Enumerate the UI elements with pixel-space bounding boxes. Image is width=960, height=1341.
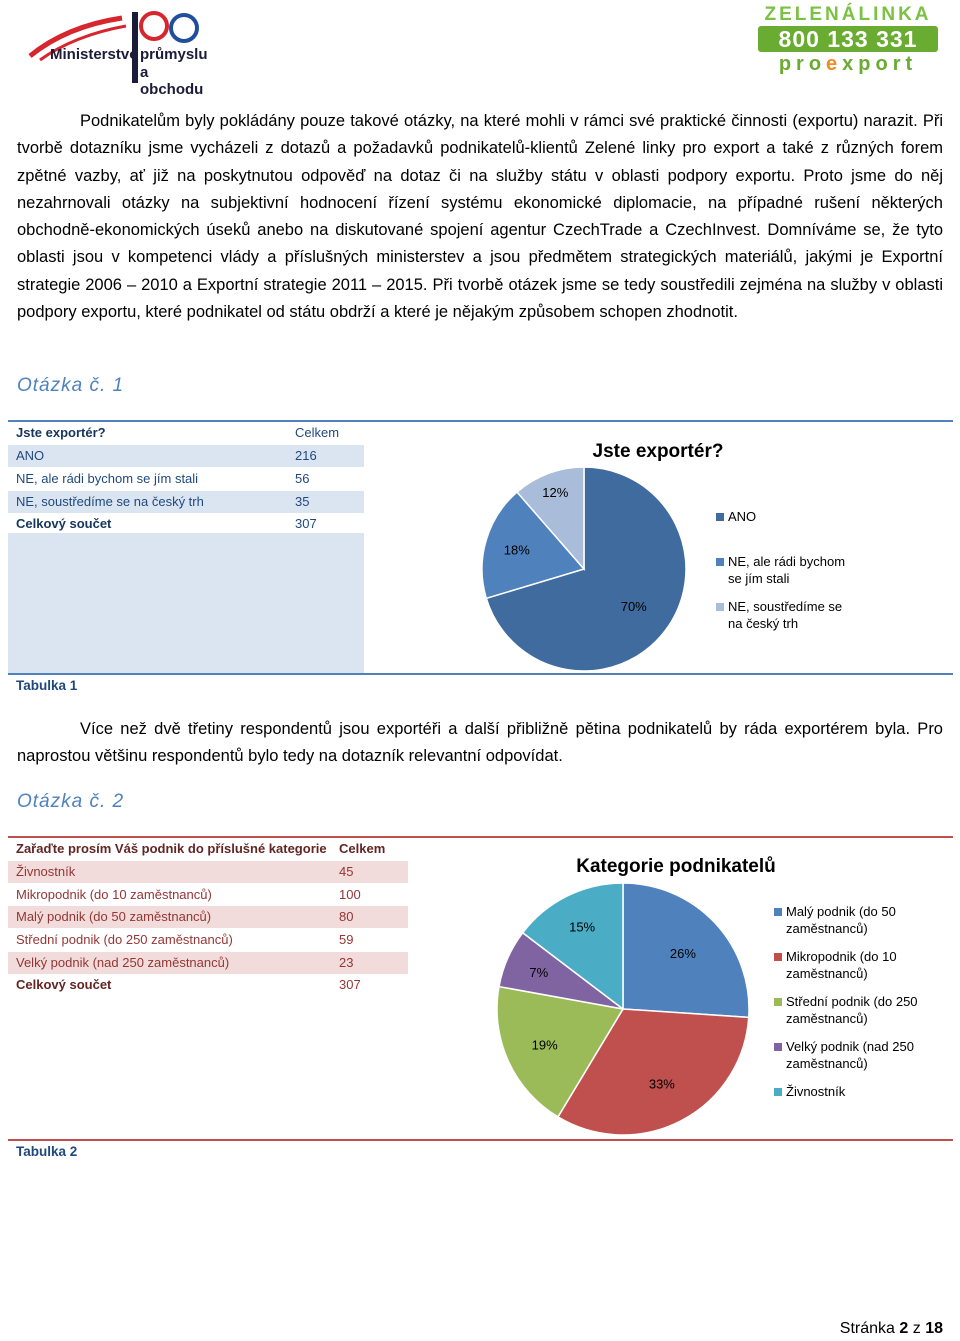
table-row [8,491,364,513]
legend-swatch [716,603,724,611]
legend-label: Mikropodnik (do 10 [786,949,897,964]
legend-label: zaměstnanců) [786,966,868,981]
q1-caption: Tabulka 1 [16,678,78,693]
row-value: 59 [339,932,354,947]
row-value: 100 [339,887,361,902]
data-label: 70% [620,599,647,615]
footer-total: 18 [925,1320,943,1337]
data-label: 18% [503,542,530,558]
zl-pro: pro [778,53,827,75]
q1-table-fill [8,533,364,673]
mpo-line1: Ministerstvo [50,46,139,63]
chart-kategorie-podnikatelu [470,845,950,1137]
row-label: Velký podnik (nad 250 zaměstnanců) [16,955,230,970]
legend-label: NE, ale rádi bychom [728,554,846,569]
zl-number: 800 133 331 [758,26,938,52]
row-value: 56 [295,471,310,486]
row-value: 45 [339,864,354,879]
table-row [8,929,408,951]
row-label: Malý podnik (do 50 zaměstnanců) [16,909,212,924]
q1-header-label: Jste exportér? [16,425,106,440]
q1-conclusion [17,716,943,771]
zelena-linka-logo [758,4,938,76]
table-row [8,884,408,906]
legend-label: na český trh [728,616,799,631]
legend-label: Malý podnik (do 50 [786,904,896,919]
legend-label: zaměstnanců) [786,1011,868,1026]
chart-jste-exporter [470,430,950,673]
q1-conclusion-text: Více než dvě třetiny respondentů jsou exportéři a další přibližně pětina podnikatelů by ráda exportérem byla. Pro naprostou většinu respondentů bylo tedy na dotazník relevantní odpovídat. [17,720,943,766]
footer-page: 2 [899,1320,909,1337]
row-value: 216 [295,448,317,463]
total-value: 307 [339,977,361,992]
q2-header-label: Zařaďte prosím Váš podnik do příslušné kategorie [16,841,327,856]
table-row [8,952,408,974]
q1-table [8,422,364,534]
legend-swatch [716,558,724,566]
page-footer [840,1320,943,1338]
footer-sep: z [912,1320,921,1337]
legend-label: Velký podnik (nad 250 [786,1039,914,1054]
table-row [8,445,364,467]
legend-label: Střední podnik (do 250 [786,994,918,1009]
legend-swatch [774,1088,782,1096]
legend-label: se jím stali [728,571,790,586]
row-value: 35 [295,494,310,509]
q2-header-value: Celkem [339,841,386,856]
legend-swatch [774,908,782,916]
footer-prefix: Stránka [839,1320,895,1337]
q1-bottom-rule [8,673,953,675]
chart-title: Kategorie podnikatelů [576,856,776,877]
q2-table [8,838,408,998]
q2-table-header [8,838,408,860]
table-row [8,861,408,883]
legend-swatch [716,513,724,521]
mpo-line2: průmyslu [140,46,208,63]
row-label: Mikropodnik (do 10 zaměstnanců) [16,887,212,902]
zl-xport: xport [842,53,918,75]
chart-title: Jste exportér? [592,441,724,462]
row-label: NE, soustředíme se na český trh [16,494,204,509]
table-row [8,468,364,490]
mpo-logo [22,8,212,98]
row-value: 80 [339,909,354,924]
data-label: 19% [531,1037,558,1053]
intro-paragraph [17,108,943,326]
zl-proexport [758,52,938,76]
row-label: NE, ale rádi bychom se jím stali [16,471,199,486]
legend-label: Živnostník [786,1084,846,1099]
intro-text: Podnikatelům byly pokládány pouze takové otázky, na které mohli v rámci své praktické činnosti (exportu) narazit. Při tvorbě dotazníku jsme vycházeli z dotazů a požadavků podnikatelů-klientů Zelené linky pro export a také z různých forem zpětné vazby, ať již na poskytnutou odpověď na dotaz či na služby státu v oblasti podpory exportu. Proto jsme do něj nezahrnovali otázky na subjektivní hodnocení řízení systému ekonomické diplomacie, na případné rušení některých obchodně-ekonomických úseků anebo na diskutované spojení agentur CzechTrade a CzechInvest. Domníváme se, že tyto oblasti jsou v kompetenci vlády a příslušných ministerstev a jsou předmětem strategických materiálů, jakými je Exportní strategie 2006 – 2010 a Exportní strategie 2011 – 2015. Při tvorbě otázek jsme se tedy soustředili zejména na služby v oblasti podpory exportu, které podnikatel od státu obdrží a které je nějakým způsobem schopen zhodnotit. [17,112,943,322]
legend-swatch [774,998,782,1006]
mpo-line3: a obchodu [140,64,204,98]
data-label: 12% [542,485,569,501]
q1-table-header [8,422,364,444]
total-value: 307 [295,516,317,531]
data-label: 7% [529,964,549,980]
q1-heading: Otázka č. 1 [17,375,125,396]
data-label: 26% [669,945,696,961]
legend-swatch [774,1043,782,1051]
q2-caption: Tabulka 2 [16,1144,78,1159]
q2-bottom-rule [8,1139,953,1141]
row-label: Živnostník [16,864,76,879]
row-label: ANO [16,448,45,463]
legend-swatch [774,953,782,961]
table-total-row [8,513,364,535]
row-label: Střední podnik (do 250 zaměstnanců) [16,932,233,947]
total-label: Celkový součet [16,977,112,992]
table-row [8,906,408,928]
row-value: 23 [339,955,354,970]
legend-label: NE, soustředíme se [728,599,843,614]
legend-label: zaměstnanců) [786,1056,868,1071]
zl-title: ZELENÁLINKA [764,4,932,25]
legend-label: ANO [728,509,757,524]
legend-label: zaměstnanců) [786,921,868,936]
data-label: 15% [569,919,596,935]
zl-e: e [826,53,843,75]
data-label: 33% [648,1076,675,1092]
total-label: Celkový součet [16,516,112,531]
q2-heading: Otázka č. 2 [17,791,125,812]
q1-header-value: Celkem [295,425,340,440]
table-total-row [8,974,408,996]
